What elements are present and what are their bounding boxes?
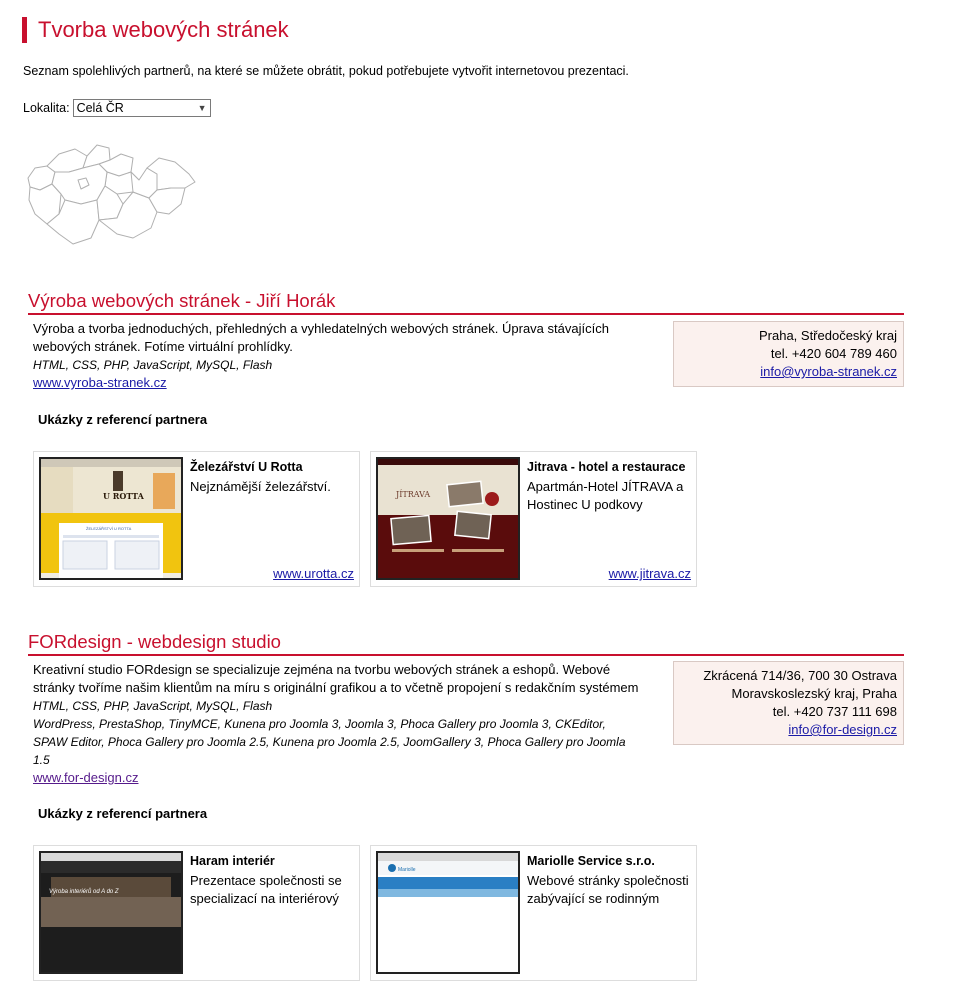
reference-title: Železářství U Rotta xyxy=(190,460,303,474)
description-line: webových stránek. Fotíme virtuální prohlídky. xyxy=(33,339,293,354)
chevron-down-icon: ▼ xyxy=(197,103,207,113)
contact-email-link[interactable]: info@vyroba-stranek.cz xyxy=(760,364,897,379)
reference-description: Nejznámější železářství. xyxy=(190,479,331,494)
technologies-extra: SPAW Editor, Phoca Gallery pro Joomla 2.5, Kunena pro Joomla 2.5, JoomGallery 3, Phoca Gallery pro Joomla xyxy=(33,735,626,749)
locality-filter xyxy=(23,99,211,117)
contact-phone: tel. +420 737 111 698 xyxy=(772,704,897,719)
partner-description xyxy=(33,661,643,787)
reference-card xyxy=(33,451,360,587)
contact-phone: tel. +420 604 789 460 xyxy=(770,346,897,361)
reference-card xyxy=(33,845,360,981)
thumb-logo-text: Mariolle xyxy=(398,867,416,873)
reference-title: Mariolle Service s.r.o. xyxy=(527,854,655,868)
references-heading: Ukázky z referencí partnera xyxy=(38,412,208,427)
partner-horak xyxy=(28,290,904,581)
intro-text: Seznam spolehlivých partnerů, na které se můžete obrátit, pokud potřebujete vytvořit internetovou prezentaci. xyxy=(23,64,629,78)
description-line: Kreativní studio FORdesign se specializuje zejména na tvorbu webových stránek a eshopů. Webové xyxy=(33,662,611,677)
contact-box xyxy=(673,661,904,745)
reference-description: Apartmán-Hotel JÍTRAVA a Hostinec U podkovy xyxy=(527,479,684,512)
reference-description: Webové stránky společnosti zabývající se rodinným xyxy=(527,873,689,906)
locality-select[interactable] xyxy=(73,99,211,117)
contact-email-link[interactable]: info@for-design.cz xyxy=(788,722,897,737)
reference-card xyxy=(370,451,697,587)
czech-map[interactable] xyxy=(25,142,203,248)
partner-title: Výroba webových stránek - Jiří Horák xyxy=(28,290,904,315)
reference-thumbnail[interactable] xyxy=(376,851,520,974)
reference-title: Jitrava - hotel a restaurace xyxy=(527,460,686,474)
thumb-sign-text: JÍTRAVA xyxy=(396,490,431,499)
page-title: Tvorba webových stránek xyxy=(22,17,289,43)
contact-box xyxy=(673,321,904,387)
reference-thumbnail[interactable] xyxy=(376,457,520,580)
reference-link[interactable]: www.jitrava.cz xyxy=(608,566,691,581)
reference-thumbnail[interactable] xyxy=(39,851,183,974)
reference-title: Haram interiér xyxy=(190,854,275,868)
thumb-heading-text: ŽELEZÁŘSTVÍ U ROTTA xyxy=(86,526,132,531)
thumb-caption: Výroba interiérů od A do Z xyxy=(49,889,119,895)
locality-value: Celá ČR xyxy=(76,101,124,115)
reference-link[interactable]: www.urotta.cz xyxy=(273,566,354,581)
contact-location: Praha, Středočeský kraj xyxy=(758,328,897,343)
partner-title: FORdesign - webdesign studio xyxy=(28,631,904,656)
references-heading: Ukázky z referencí partnera xyxy=(38,806,208,821)
locality-label: Lokalita: xyxy=(23,101,70,115)
technologies: HTML, CSS, PHP, JavaScript, MySQL, Flash xyxy=(33,699,273,713)
technologies-extra: 1.5 xyxy=(33,753,50,767)
technologies: HTML, CSS, PHP, JavaScript, MySQL, Flash xyxy=(33,358,273,372)
partner-fordesign xyxy=(28,631,904,906)
partner-website-link[interactable]: www.vyroba-stranek.cz xyxy=(33,375,167,390)
reference-card xyxy=(370,845,697,981)
description-line: Výroba a tvorba jednoduchých, přehledných a vyhledatelných webových stránek. Úprava stávajících xyxy=(33,321,609,336)
reference-description: Prezentace společnosti se specializací na interiérový xyxy=(190,873,342,906)
reference-thumbnail[interactable] xyxy=(39,457,183,580)
contact-location: Moravskoslezský kraj, Praha xyxy=(731,686,897,701)
contact-address: Zkrácená 714/36, 700 30 Ostrava xyxy=(703,668,897,683)
partner-website-link[interactable]: www.for-design.cz xyxy=(33,770,139,785)
partner-description xyxy=(33,320,643,392)
description-line: stránky tvoříme našim klientům na míru s originální grafikou a to včetně propojení s redakčním systémem xyxy=(33,680,639,695)
technologies-extra: WordPress, PrestaShop, TinyMCE, Kunena pro Joomla 3, Joomla 3, Phoca Gallery pro Joomla 3, CKEditor, xyxy=(33,717,606,731)
thumb-sign-text: U ROTTA xyxy=(103,491,144,501)
